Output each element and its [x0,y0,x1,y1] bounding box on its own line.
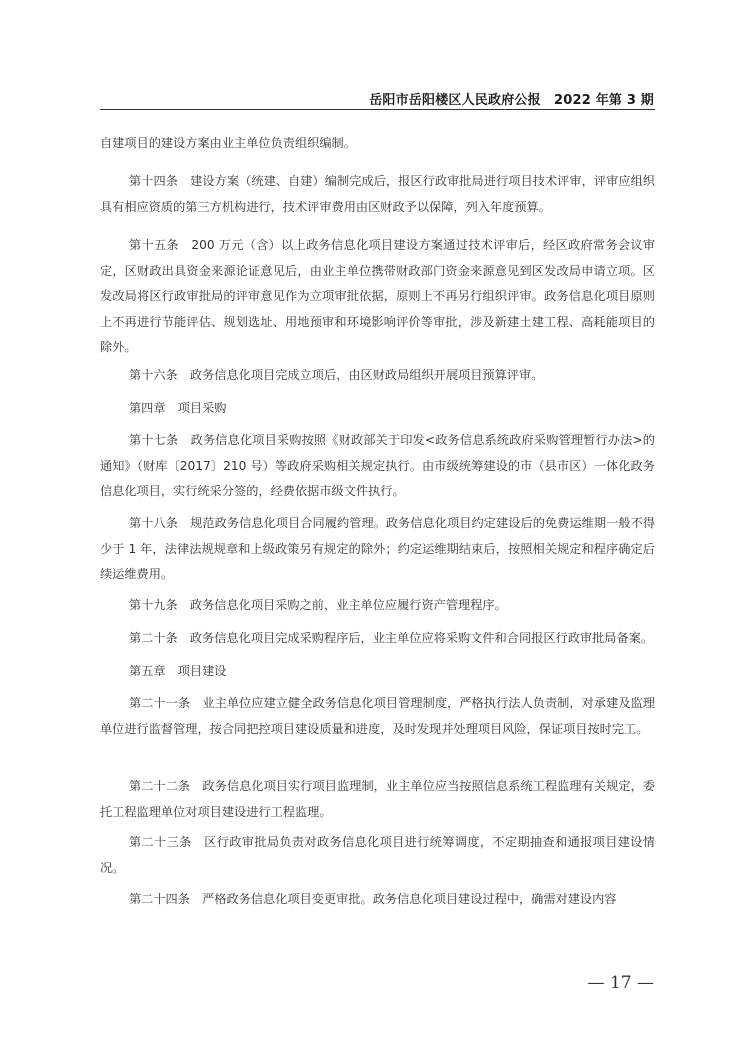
header-divider [100,109,655,110]
article-18 [100,511,655,588]
article-21 [100,691,655,742]
article-22-text: 第二十二条 政务信息化项目实行项目监理制，业主单位应当按照信息系统工程监理有关规定，委托工程监理单位对项目建设进行工程监理。 [100,779,655,819]
article-23-text: 第二十三条 区行政审批局负责对政务信息化项目进行统筹调度，不定期抽查和通报项目建设情况。 [100,835,655,875]
article-21-text: 第二十一条 业主单位应建立健全政务信息化项目管理制度，严格执行法人负责制，对承建及监理单位进行监督管理，按合同把控项目建设质量和进度，及时发现并处理项目风险，保证项目按时完工。 [100,696,655,736]
article-23 [100,830,655,881]
article-20-text: 第二十条 政务信息化项目完成采购程序后，业主单位应将采购文件和合同报区行政审批局备案。 [129,631,654,645]
chapter-5-heading [100,659,655,685]
article-16-text: 第十六条 政务信息化项目完成立项后，由区财政局组织开展项目预算评审。 [129,368,544,382]
page-number: — 17 — [587,973,654,993]
article-16 [100,363,655,389]
paragraph-continuation: 自建项目的建设方案由业主单位负责组织编制。 [100,136,356,150]
chapter-4-heading-text: 第四章 项目采购 [129,401,227,415]
publication-header-title: 岳阳市岳阳楼区人民政府公报 2022 年第 3 期 [369,93,654,108]
article-18-text: 第十八条 规范政务信息化项目合同履约管理。政务信息化项目约定建设后的免费运维期一般不得少于 1 年，法律法规规章和上级政策另有规定的除外；约定运维期结束后，按照相关规定和程序确定后续运维费用。 [100,516,655,581]
article-17-text: 第十七条 政务信息化项目采购按照《财政部关于印发<政务信息系统政府采购管理暂行办法>的通知》（财库〔2017〕210 号）等政府采购相关规定执行。由市级统筹建设的市（县市区）一体化政务信息化项目，实行统采分签的，经费依据市级文件执行。 [100,433,655,498]
article-19-text: 第十九条 政务信息化项目采购之前，业主单位应履行资产管理程序。 [129,598,507,612]
article-24 [100,887,655,913]
article-19 [100,593,655,619]
article-24-text: 第二十四条 严格政务信息化项目变更审批。政务信息化项目建设过程中，确需对建设内容 [129,892,617,906]
chapter-5-heading-text: 第五章 项目建设 [129,664,227,678]
article-17 [100,428,655,505]
article-20 [100,626,655,652]
article-15 [100,233,655,361]
article-22 [100,774,655,825]
chapter-4-heading [100,396,655,422]
article-15-text: 第十五条 200 万元（含）以上政务信息化项目建设方案通过技术评审后，经区政府常务会议审定，区财政出具资金来源论证意见后，由业主单位携带财政部门资金来源意见到区发改局申请立项。区发改局将区行政审批局的评审意见作为立项审批依据，原则上不再另行组织评审。政务信息化项目原则上不再进行节能评估、规划选址、用地预审和环境影响评价等审批，涉及新建土建工程、高耗能项目的除外。 [100,238,655,354]
article-14 [100,169,655,220]
article-14-text: 第十四条 建设方案（统建、自建）编制完成后，报区行政审批局进行项目技术评审，评审应组织具有相应资质的第三方机构进行，技术评审费用由区财政予以保障，列入年度预算。 [100,174,655,214]
